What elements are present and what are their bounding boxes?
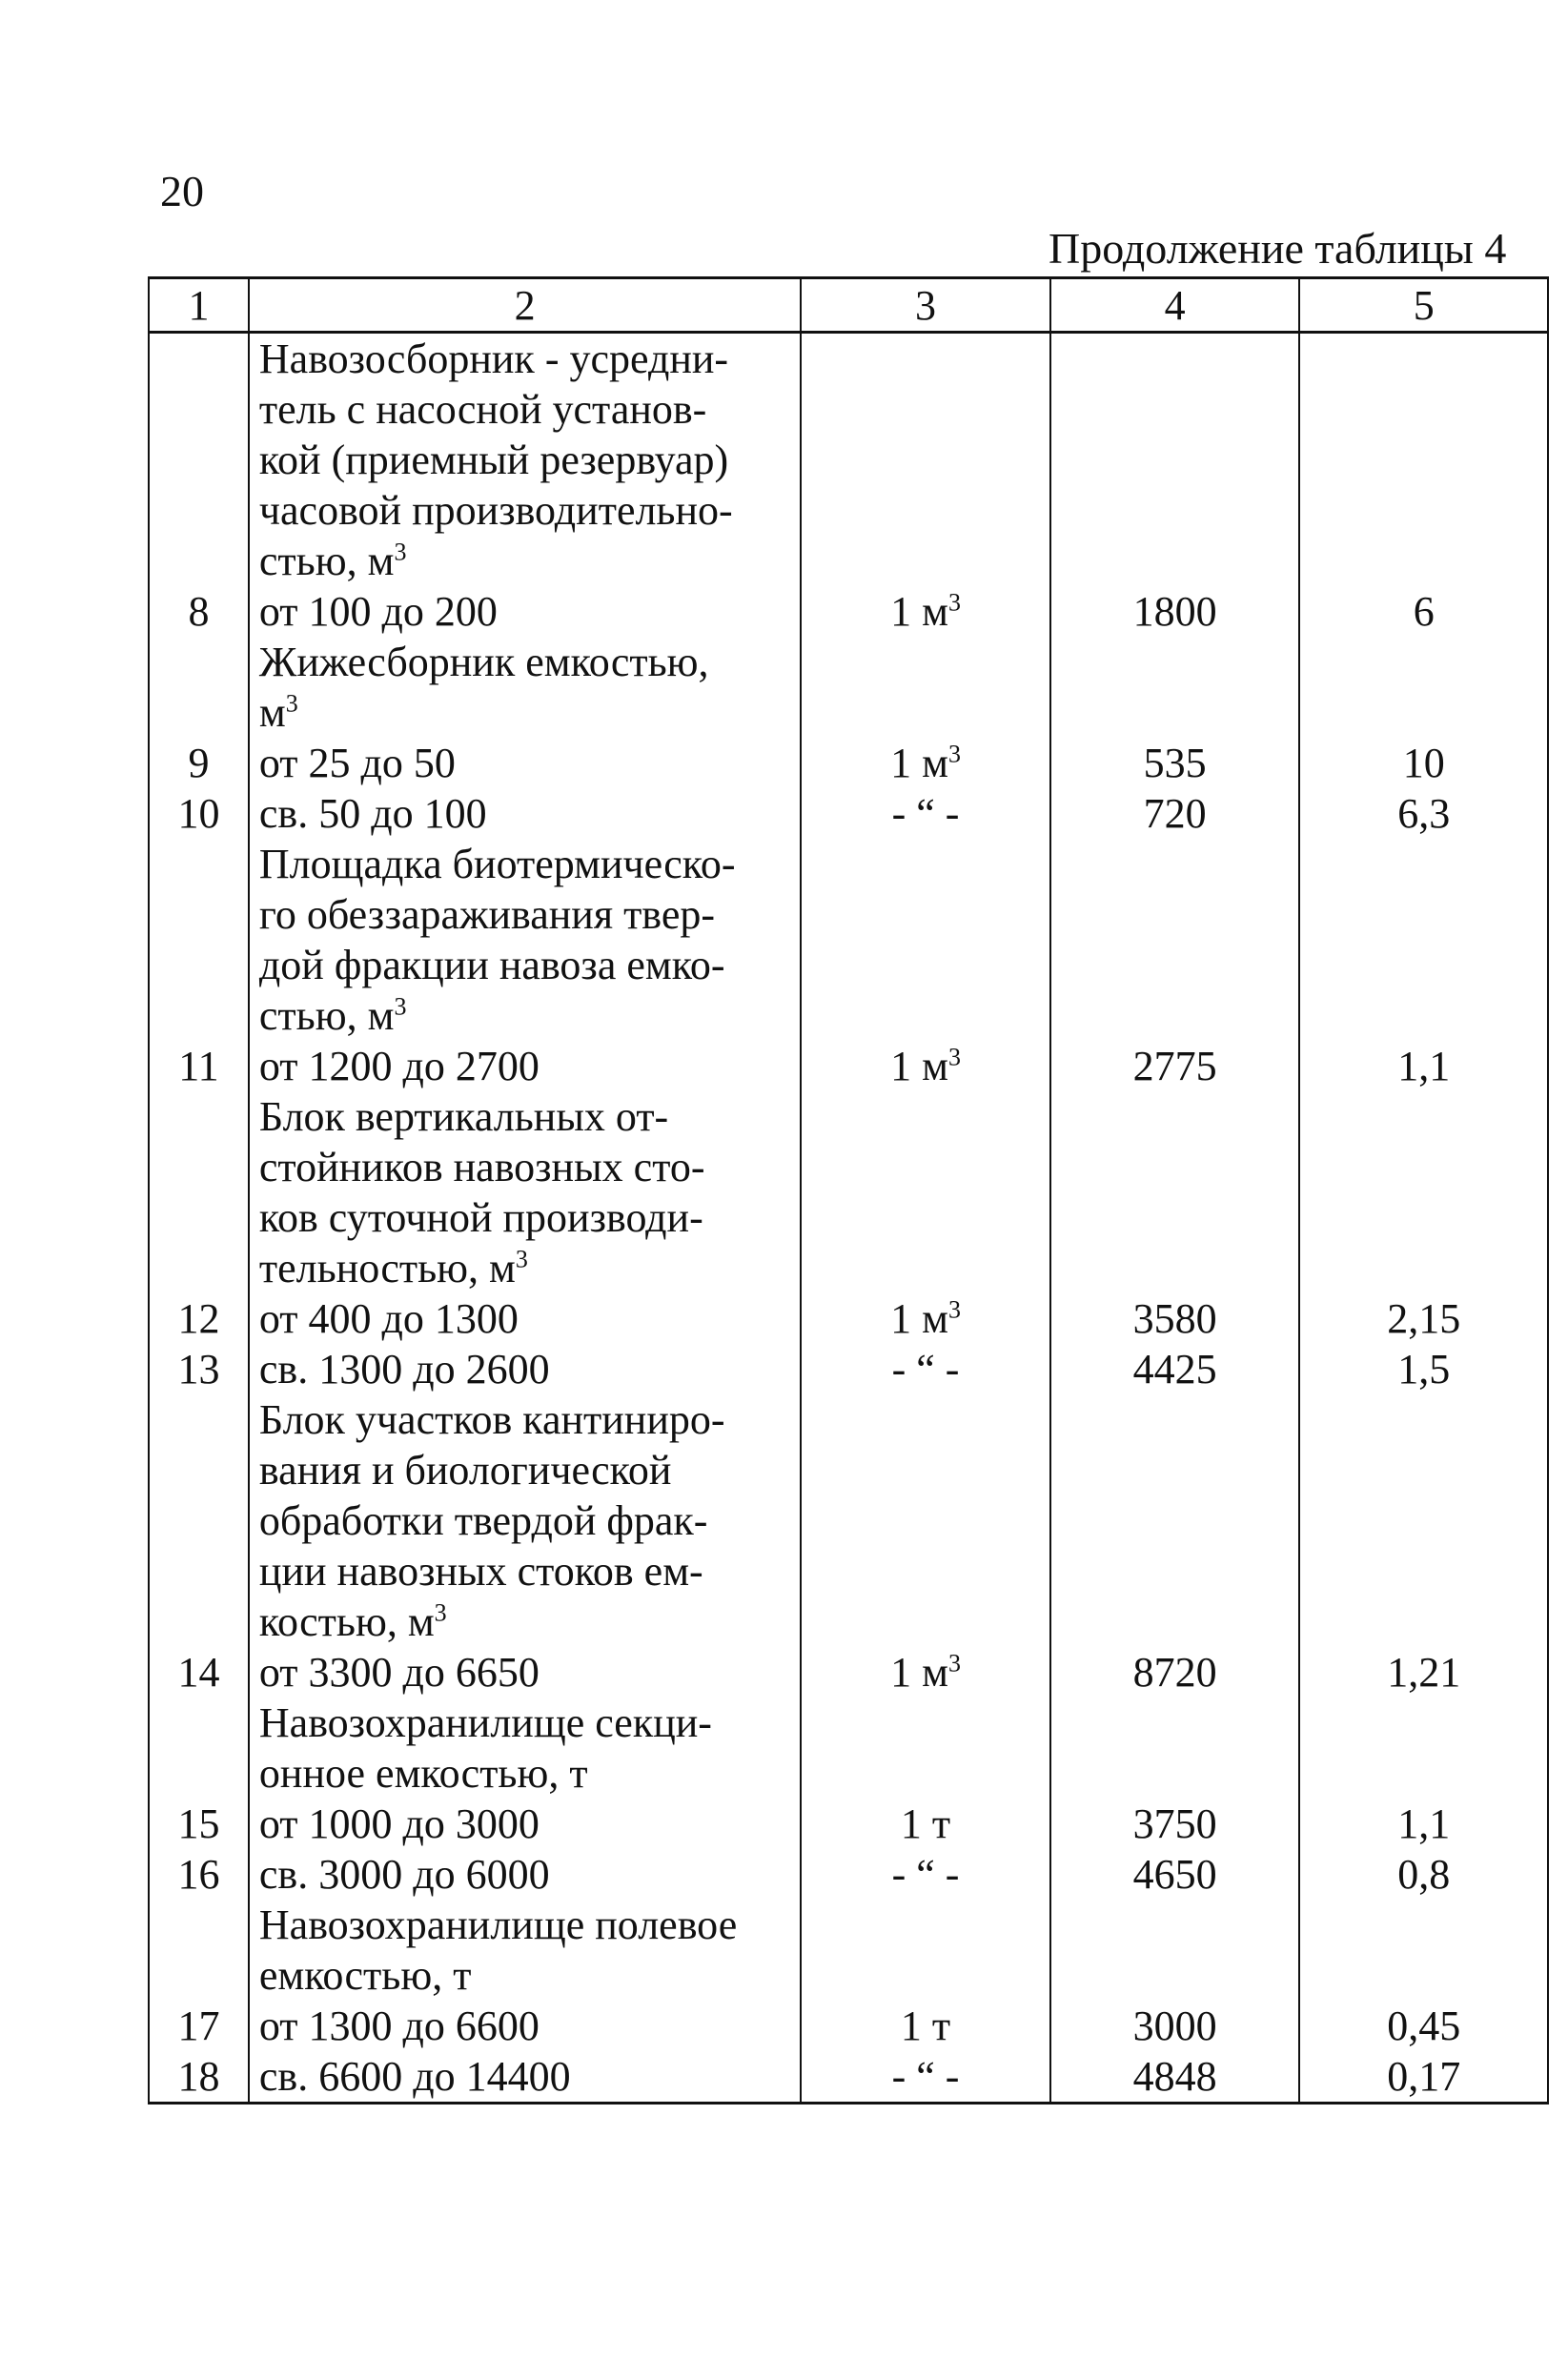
description-line: ции навозных стоков ем- (258, 1548, 703, 1595)
description-line: от 1200 до 2700 (258, 1043, 540, 1089)
description-line: $м^3$ (258, 689, 298, 736)
description-line: от 1000 до 3000 (258, 1800, 540, 1847)
row-price: 3000 (1050, 1900, 1300, 2051)
description-line: Навозохранилище полевое (258, 1901, 738, 1948)
row-description (249, 1394, 801, 1698)
description-line: св. 1300 до 2600 (258, 1346, 550, 1393)
description-line: стью, $м^3$ (258, 538, 407, 584)
description-line: св. 3000 до 6000 (258, 1851, 550, 1898)
row-coefficient: 0,8 (1299, 1849, 1548, 1900)
description-line: Площадка биотермическо- (258, 841, 736, 887)
header-cell-5: 5 (1299, 278, 1548, 333)
row-description (249, 1344, 801, 1394)
description-line: св. 6600 до 14400 (258, 2053, 571, 2100)
description-line: часовой производительно- (258, 487, 733, 534)
table-row (149, 333, 1548, 638)
row-price: 535 (1050, 637, 1300, 788)
description-line: от 400 до 1300 (258, 1295, 519, 1342)
description-line: тель с насосной установ- (258, 386, 707, 433)
table-header-row (149, 278, 1548, 333)
row-price: 2775 (1050, 839, 1300, 1091)
row-price: 3750 (1050, 1698, 1300, 1849)
row-unit: 1 т (801, 1698, 1049, 1849)
row-number: 14 (149, 1394, 249, 1698)
row-unit: - “ - (801, 788, 1049, 839)
table-row (149, 1900, 1548, 2051)
row-unit: - “ - (801, 2051, 1049, 2104)
description-line: костью, $м^3$ (258, 1598, 447, 1645)
description-line: дой фракции навоза емко- (258, 942, 725, 988)
row-coefficient: 1,21 (1299, 1394, 1548, 1698)
description-line: Блок участков кантиниро- (258, 1396, 725, 1443)
row-unit: 1 т (801, 1900, 1049, 2051)
table-caption: Продолжение таблицы 4 (1049, 224, 1507, 273)
row-unit: - “ - (801, 1849, 1049, 1900)
description-line: от 3300 до 6650 (258, 1649, 540, 1696)
row-coefficient: 1,1 (1299, 1698, 1548, 1849)
description-line: стойников навозных сто- (258, 1144, 705, 1190)
description-line: Навозохранилище секци- (258, 1699, 712, 1746)
row-description (249, 2051, 801, 2104)
table-row (149, 839, 1548, 1091)
row-number: 12 (149, 1091, 249, 1344)
row-coefficient: 10 (1299, 637, 1548, 788)
row-coefficient: 2,15 (1299, 1091, 1548, 1344)
table-row (149, 1394, 1548, 1698)
row-price: 720 (1050, 788, 1300, 839)
header-cell-3: 3 (801, 278, 1049, 333)
row-price: 1800 (1050, 333, 1300, 638)
header-cell-1: 1 (149, 278, 249, 333)
description-line: стью, $м^3$ (258, 992, 407, 1039)
description-line: ков суточной производи- (258, 1194, 703, 1241)
row-unit: 1 $м^3$ (801, 637, 1049, 788)
table-row (149, 637, 1548, 788)
row-number: 17 (149, 1900, 249, 2051)
header-cell-4: 4 (1050, 278, 1300, 333)
row-coefficient: 0,17 (1299, 2051, 1548, 2104)
description-line: Навозосборник - усредни- (258, 336, 729, 382)
row-price: 8720 (1050, 1394, 1300, 1698)
row-description (249, 637, 801, 788)
row-number: 16 (149, 1849, 249, 1900)
row-number: 11 (149, 839, 249, 1091)
data-table (148, 276, 1549, 2104)
row-unit: 1 $м^3$ (801, 839, 1049, 1091)
row-price: 4848 (1050, 2051, 1300, 2104)
description-line: Блок вертикальных от- (258, 1093, 669, 1140)
row-unit: 1 $м^3$ (801, 333, 1049, 638)
description-line: от 1300 до 6600 (258, 2003, 540, 2049)
table-row (149, 1849, 1548, 1900)
row-unit: 1 $м^3$ (801, 1091, 1049, 1344)
table-body (149, 278, 1548, 2104)
row-price: 4650 (1050, 1849, 1300, 1900)
row-unit: 1 $м^3$ (801, 1394, 1049, 1698)
description-line: от 100 до 200 (258, 588, 498, 635)
description-line: обработки твердой фрак- (258, 1497, 708, 1544)
description-line: вания и биологической (258, 1447, 672, 1494)
description-line: емкостью, т (258, 1952, 472, 1999)
row-number: 8 (149, 333, 249, 638)
row-number: 13 (149, 1344, 249, 1394)
description-line: го обеззараживания твер- (258, 891, 716, 938)
table-row (149, 788, 1548, 839)
row-coefficient: 1,5 (1299, 1344, 1548, 1394)
row-coefficient: 6,3 (1299, 788, 1548, 839)
row-number: 18 (149, 2051, 249, 2104)
row-price: 4425 (1050, 1344, 1300, 1394)
row-description (249, 839, 801, 1091)
description-line: тельностью, $м^3$ (258, 1245, 528, 1291)
description-line: от 25 до 50 (258, 740, 456, 786)
row-coefficient: 6 (1299, 333, 1548, 638)
row-coefficient: 0,45 (1299, 1900, 1548, 2051)
row-number: 15 (149, 1698, 249, 1849)
row-coefficient: 1,1 (1299, 839, 1548, 1091)
row-description (249, 788, 801, 839)
row-unit: - “ - (801, 1344, 1049, 1394)
row-description (249, 1698, 801, 1849)
page-number: 20 (160, 167, 204, 215)
table-row (149, 1344, 1548, 1394)
header-cell-2: 2 (249, 278, 801, 333)
row-number: 10 (149, 788, 249, 839)
row-description (249, 1849, 801, 1900)
row-price: 3580 (1050, 1091, 1300, 1344)
row-description (249, 333, 801, 638)
description-line: Жижесборник емкостью, (258, 639, 709, 685)
table-row (149, 2051, 1548, 2104)
table-row (149, 1698, 1548, 1849)
description-line: онное емкостью, т (258, 1750, 588, 1797)
description-line: кой (приемный резервуар) (258, 437, 729, 483)
row-description (249, 1091, 801, 1344)
description-line: св. 50 до 100 (258, 790, 487, 837)
row-description (249, 1900, 801, 2051)
table-row (149, 1091, 1548, 1344)
row-number: 9 (149, 637, 249, 788)
